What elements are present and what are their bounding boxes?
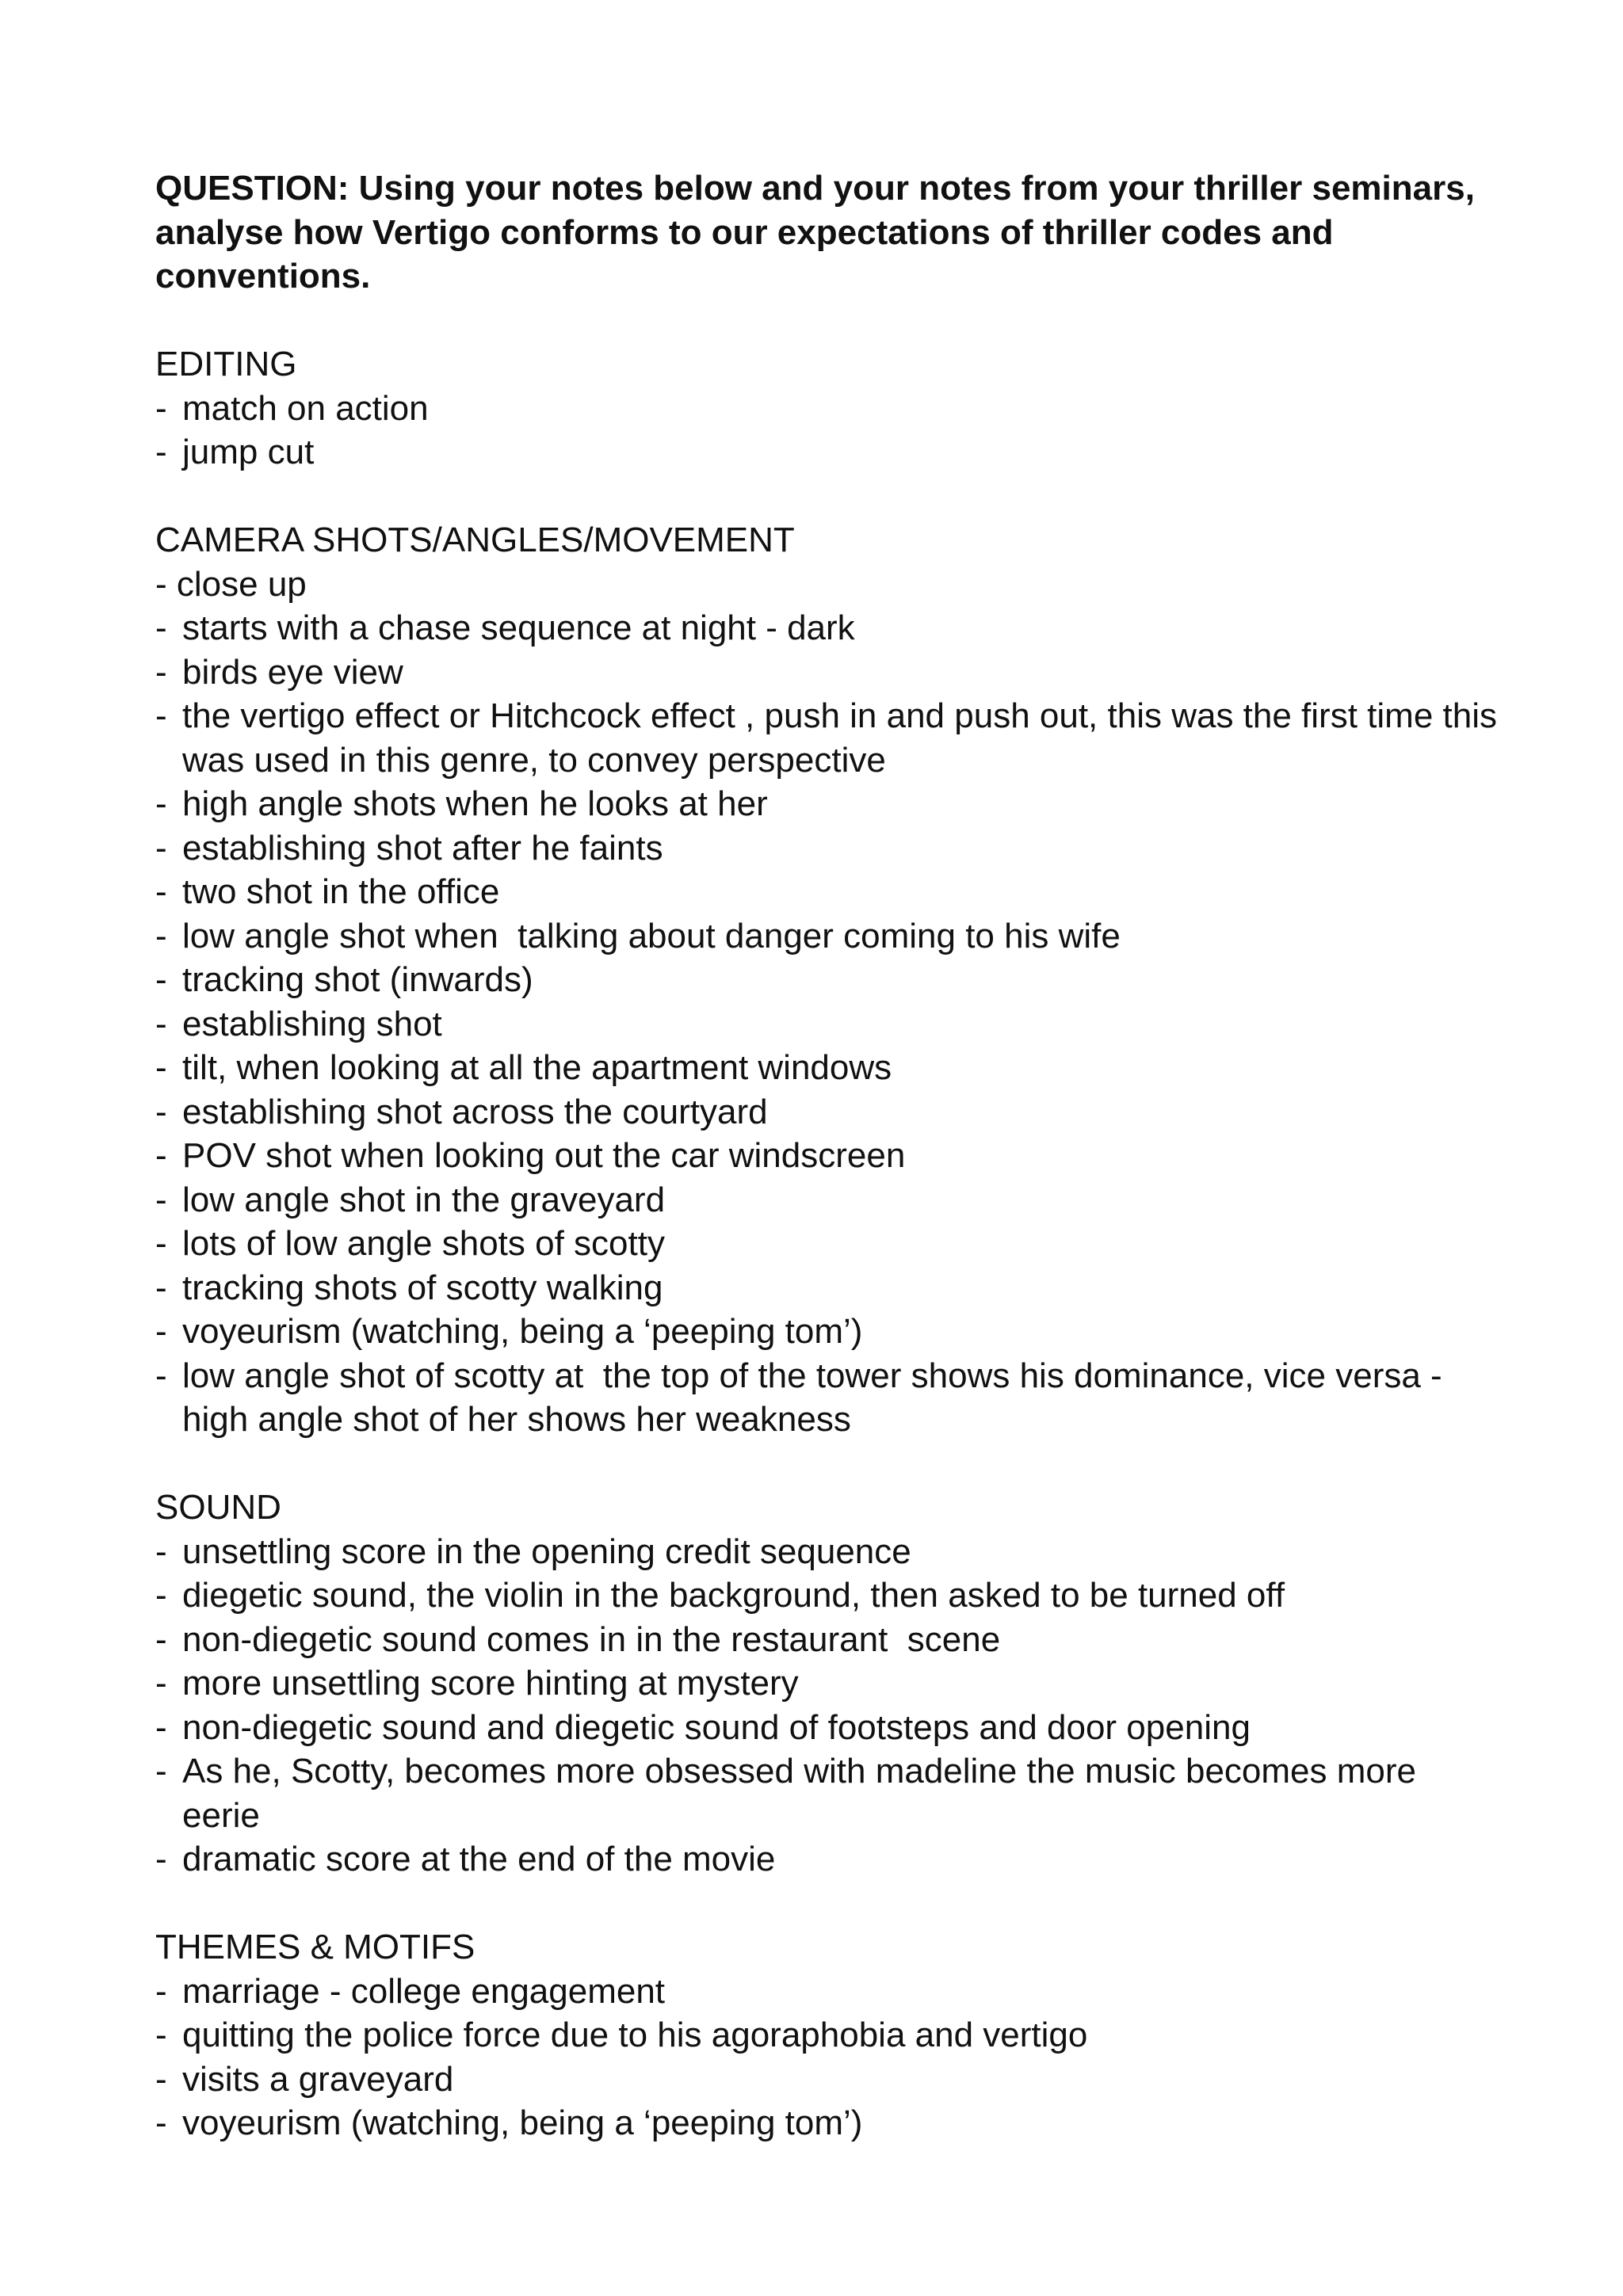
- dash-bullet-icon: -: [155, 1356, 167, 1395]
- question-prompt: QUESTION: Using your notes below and your notes from your thriller seminars, analyse how Vertigo conforms to our expectations of thriller codes and conventions.: [155, 169, 1475, 296]
- list-item: [155, 1706, 1503, 1750]
- list-item: [155, 2101, 1503, 2145]
- list-item-text: more unsettling score hinting at mystery: [182, 1664, 799, 1703]
- dash-bullet-icon: -: [155, 2016, 167, 2054]
- list-item: [155, 826, 1503, 871]
- list-item-text: voyeurism (watching, being a ‘peeping tom’): [182, 1312, 863, 1351]
- dash-bullet-icon: -: [155, 1268, 167, 1307]
- list-item: [155, 1354, 1503, 1442]
- list-item: [155, 870, 1503, 914]
- section-heading: SOUND: [155, 1488, 281, 1527]
- list-item-text: non-diegetic sound comes in in the restaurant scene: [182, 1619, 1001, 1659]
- list-item: [155, 1749, 1503, 1837]
- list-item: [155, 650, 1503, 695]
- list-item: [155, 1178, 1503, 1222]
- dash-bullet-icon: -: [155, 872, 167, 911]
- list-item: [155, 914, 1503, 959]
- list-item-text: birds eye view: [182, 652, 403, 692]
- dash-bullet-icon: -: [155, 784, 167, 823]
- dash-bullet-icon: -: [155, 2103, 167, 2142]
- dash-bullet-icon: -: [155, 696, 167, 735]
- section-heading: THEMES & MOTIFS: [155, 1928, 475, 1966]
- dash-bullet-icon: -: [155, 1136, 167, 1175]
- list-item: [155, 1530, 1503, 1574]
- dash-bullet-icon: -: [155, 1531, 167, 1571]
- list-item: [155, 430, 1503, 475]
- list-item: [155, 1970, 1503, 2014]
- list-item: [155, 1661, 1503, 1706]
- list-item-text: POV shot when looking out the car windscreen: [182, 1136, 906, 1175]
- dash-bullet-icon: -: [155, 1840, 167, 1878]
- dash-bullet-icon: -: [155, 608, 167, 647]
- list-item: [155, 2013, 1503, 2058]
- list-item: [155, 1046, 1503, 1090]
- bullet-list: [155, 563, 1507, 1442]
- list-item-text: high angle shots when he looks at her: [182, 784, 768, 823]
- list-item-text: low angle shot of scotty at the top of the tower shows his dominance, vice versa - high angle shot of her shows her weakness: [182, 1356, 1452, 1439]
- notes-section: [155, 342, 1503, 475]
- list-item: [155, 694, 1507, 782]
- section-heading: EDITING: [155, 345, 297, 383]
- dash-bullet-icon: -: [155, 1092, 167, 1131]
- dash-bullet-icon: -: [155, 1664, 167, 1703]
- notes-section: [155, 1925, 1503, 2145]
- list-item-text: marriage - college engagement: [182, 1971, 666, 2011]
- list-item-text: dramatic score at the end of the movie: [182, 1840, 776, 1878]
- notes-section: [155, 518, 1507, 1442]
- list-item: [155, 606, 1503, 650]
- list-item-text: visits a graveyard: [182, 2059, 454, 2099]
- dash-bullet-icon: -: [155, 916, 167, 955]
- dash-bullet-icon: -: [155, 652, 167, 692]
- list-item: [155, 1222, 1503, 1266]
- list-item-text: diegetic sound, the violin in the background, then asked to be turned off: [182, 1576, 1285, 1615]
- dash-bullet-icon: -: [155, 388, 167, 428]
- list-item-text: jump cut: [182, 433, 315, 471]
- list-item: [155, 1837, 1503, 1882]
- dash-bullet-icon: -: [155, 1048, 167, 1087]
- list-item-text: unsettling score in the opening credit sequence: [182, 1531, 911, 1571]
- list-item-text: establishing shot across the courtyard: [182, 1092, 768, 1131]
- bullet-list: [155, 387, 1503, 475]
- list-item: [155, 563, 1503, 607]
- list-item: [155, 958, 1503, 1002]
- list-item: [155, 1266, 1503, 1310]
- list-item: [155, 2058, 1503, 2102]
- dash-bullet-icon: -: [155, 1752, 167, 1791]
- list-item-text: the vertigo effect or Hitchcock effect , push in and push out, this was the first time this was used in this genre, to convey perspective: [182, 696, 1507, 780]
- dash-bullet-icon: -: [155, 1619, 167, 1659]
- dash-bullet-icon: -: [155, 1180, 167, 1219]
- list-item-text: match on action: [182, 388, 429, 428]
- dash-bullet-icon: -: [155, 1576, 167, 1615]
- document-page: [155, 166, 1507, 2189]
- list-item-text: quitting the police force due to his agoraphobia and vertigo: [182, 2016, 1088, 2054]
- list-item-text: voyeurism (watching, being a ‘peeping tom’): [182, 2103, 863, 2142]
- section-heading: CAMERA SHOTS/ANGLES/MOVEMENT: [155, 521, 795, 559]
- notes-sections: [155, 342, 1507, 2145]
- list-item-text: starts with a chase sequence at night - dark: [182, 608, 855, 647]
- dash-bullet-icon: -: [155, 828, 167, 868]
- list-item-text: low angle shot in the graveyard: [182, 1180, 666, 1219]
- list-item: [155, 1134, 1503, 1178]
- list-item: [155, 1090, 1503, 1135]
- list-item-text: non-diegetic sound and diegetic sound of footsteps and door opening: [182, 1707, 1251, 1747]
- list-item-text: As he, Scotty, becomes more obsessed with madeline the music becomes more eerie: [182, 1752, 1426, 1835]
- dash-bullet-icon: -: [155, 1224, 167, 1263]
- list-item-text: tracking shots of scotty walking: [182, 1268, 663, 1307]
- list-item-text: two shot in the office: [182, 872, 500, 911]
- notes-section: [155, 1486, 1503, 1882]
- dash-bullet-icon: -: [155, 960, 167, 999]
- dash-bullet-icon: -: [155, 2059, 167, 2099]
- list-item-text: tilt, when looking at all the apartment windows: [182, 1048, 892, 1087]
- list-item: [155, 782, 1503, 826]
- dash-bullet-icon: -: [155, 1707, 167, 1747]
- list-item: [155, 1618, 1503, 1662]
- list-item-text: establishing shot after he faints: [182, 828, 663, 868]
- list-item-text: - close up: [155, 564, 307, 604]
- bullet-list: [155, 1970, 1503, 2145]
- list-item-text: low angle shot when talking about danger coming to his wife: [182, 916, 1121, 955]
- list-item: [155, 1002, 1503, 1047]
- list-item-text: lots of low angle shots of scotty: [182, 1224, 665, 1263]
- list-item-text: tracking shot (inwards): [182, 960, 533, 999]
- dash-bullet-icon: -: [155, 1004, 167, 1043]
- list-item: [155, 1310, 1503, 1354]
- dash-bullet-icon: -: [155, 1312, 167, 1351]
- list-item: [155, 387, 1503, 431]
- list-item: [155, 1573, 1503, 1618]
- bullet-list: [155, 1530, 1503, 1882]
- dash-bullet-icon: -: [155, 433, 167, 471]
- list-item-text: establishing shot: [182, 1004, 442, 1043]
- dash-bullet-icon: -: [155, 1971, 167, 2011]
